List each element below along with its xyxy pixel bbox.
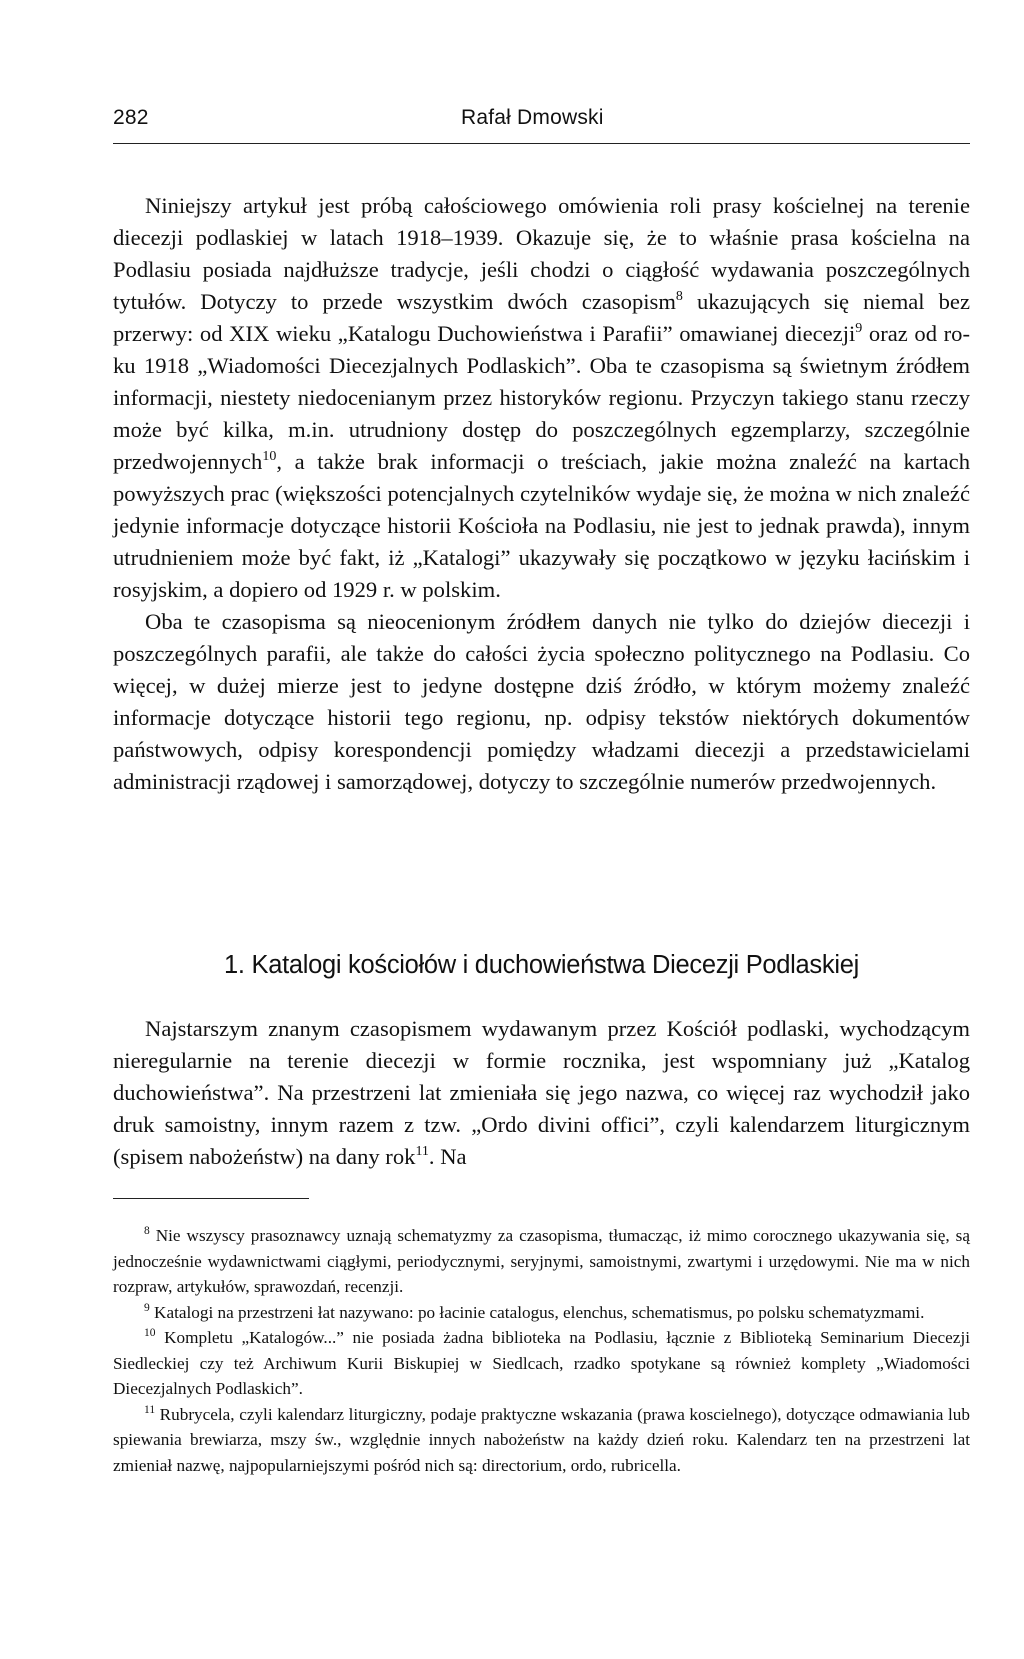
paragraph: Najstarszym znanym czasopismem wydawanym przez Kościół podlaski, wychodzącym nieregularnie na terenie diecezji w formie rocznika, jest wspomniany już „Katalog duchowieństwa”. Na przestrzeni lat zmieniała się jego nazwa, co więcej raz wychodził jako druk samoistny, innym razem z tzw. „Ordo divini offici”, czyli kalendarzem liturgicznym (spisem nabożeństw) na dany rok$^{11}$. Na [113,1016,970,1169]
footnote-text: Katalogi na przestrzeni łat nazywano: po łacinie catalogus, elenchus, schematismus, po polsku schematyzmami. [149,1302,925,1322]
footnote-text: Nie wszyscy prasoznawcy uznają schematyzmy za czasopisma, tłumacząc, iż mimo corocznego ukazywania się, są jednocześnie wydawnictwami ciągłymi, periodycznymi, seryjnymi, samoistnymi, zwartymi i urzędowymi. Nie ma w nich rozpraw, artykułów, sprawozdań, recenzji. [113,1226,970,1296]
paragraph: Oba te czasopisma są nieocenionym źródłem danych nie tylko do dziejów diecezji i poszczególnych parafii, ale także do całości życia społeczno politycznego na Podlasiu. Co więcej, w dużej mierze jest to jedyne dostępne dziś źródło, w którym możemy znaleźć informacje dotyczące historii tego regionu, np. odpisy tekstów niektórych dokumentów państwowych, odpisy korespondencji pomiędzy władzami diecezji a przedstawicielami administracji rządowej i samorządowej, dotyczy to szczególnie numerów przedwojennych. [113,609,970,794]
footnote-rule [113,1198,309,1199]
section-heading: 1. Katalogi kościołów i duchowieństwa Diecezji Podlaskiej [224,951,859,979]
footnote-text: Kompletu „Katalogów...” nie posiada żadna biblioteka na Podlasiu, łącznie z Biblioteką Seminarium Diecezji Siedleckiej czy też Archiwum Kurii Biskupiej w Siedlcach, rzadko spotykane są również komplety „Wiadomości Diecezjalnych Podlaskich”. [113,1328,970,1398]
header-rule [113,143,970,144]
footnote-ref-10: 10 [262,449,277,464]
footnote [113,1325,970,1402]
footnote-number: 10 [144,1327,156,1339]
running-head-author: Rafał Dmowski [461,106,604,129]
footnote-number: 9 [144,1301,150,1314]
footnotes [113,1223,970,1478]
footnote [113,1223,970,1300]
footnote-number: 11 [144,1403,156,1416]
intro-text [113,190,970,798]
footnote-text: Rubrycela, czyli kalendarz liturgiczny, podaje praktyczne wskazania (prawa koscielnego), dotyczące odmawiania lub spiewania brewiarza, mszy św., względnie innych nabożeństw na każdy dzień roku. Kalendarz ten na przestrzeni lat zmieniał nazwę, najpopularniejszymi pośród nich są: directorium, ordo, rubricella. [113,1404,970,1475]
footnote-ref-11: 11 [415,1144,429,1159]
footnote-number: 8 [144,1225,150,1237]
footnote-ref-8: 8 [675,289,683,304]
page-number: 282 [113,106,149,129]
footnote [113,1402,970,1479]
footnote-ref-9: 9 [855,321,863,336]
footnote [113,1300,970,1326]
section-text [113,1013,970,1173]
paragraph: Niniejszy artykuł jest próbą całościowego omówienia roli prasy kościelnej na terenie diecezji podlaskiej w latach 1918–1939. Okazuje się, że to właśnie prasa kościelna na Podlasiu posiada najdłuższe tradycje, jeśli chodzi o ciągłość wydawania poszczególnych tytułów. Dotyczy to przede wszystkim dwóch czasopism$^8$ ukazujących się niemal bez przerwy: od XIX wieku „Katalogu Duchowieństwa i Parafii” omawianej diecezji$^9$ oraz od roku 1918 „Wiadomości Diecezjalnych Podlaskich”. Oba te czasopisma są świetnym źródłem informacji, niestety niedocenianym przez historyków regionu. Przyczyn takiego stanu rzeczy może być kilka, m.in. utrudniony dostęp do poszczególnych egzemplarzy, szczególnie przedwojennych$^{10}$, a także brak informacji o treściach, jakie można znaleźć na kartach powyższych prac (większości potencjalnych czytelników wydaje się, że można w nich znaleźć jedynie informacje dotyczące historii Kościoła na Podlasiu, nie jest to jednak prawda), innym utrudnieniem może być fakt, iż „Katalogi” ukazywały się początkowo w języku łacińskim i rosyjskim, a dopiero od 1929 r. w polskim. [113,193,970,602]
running-head [113,103,970,133]
